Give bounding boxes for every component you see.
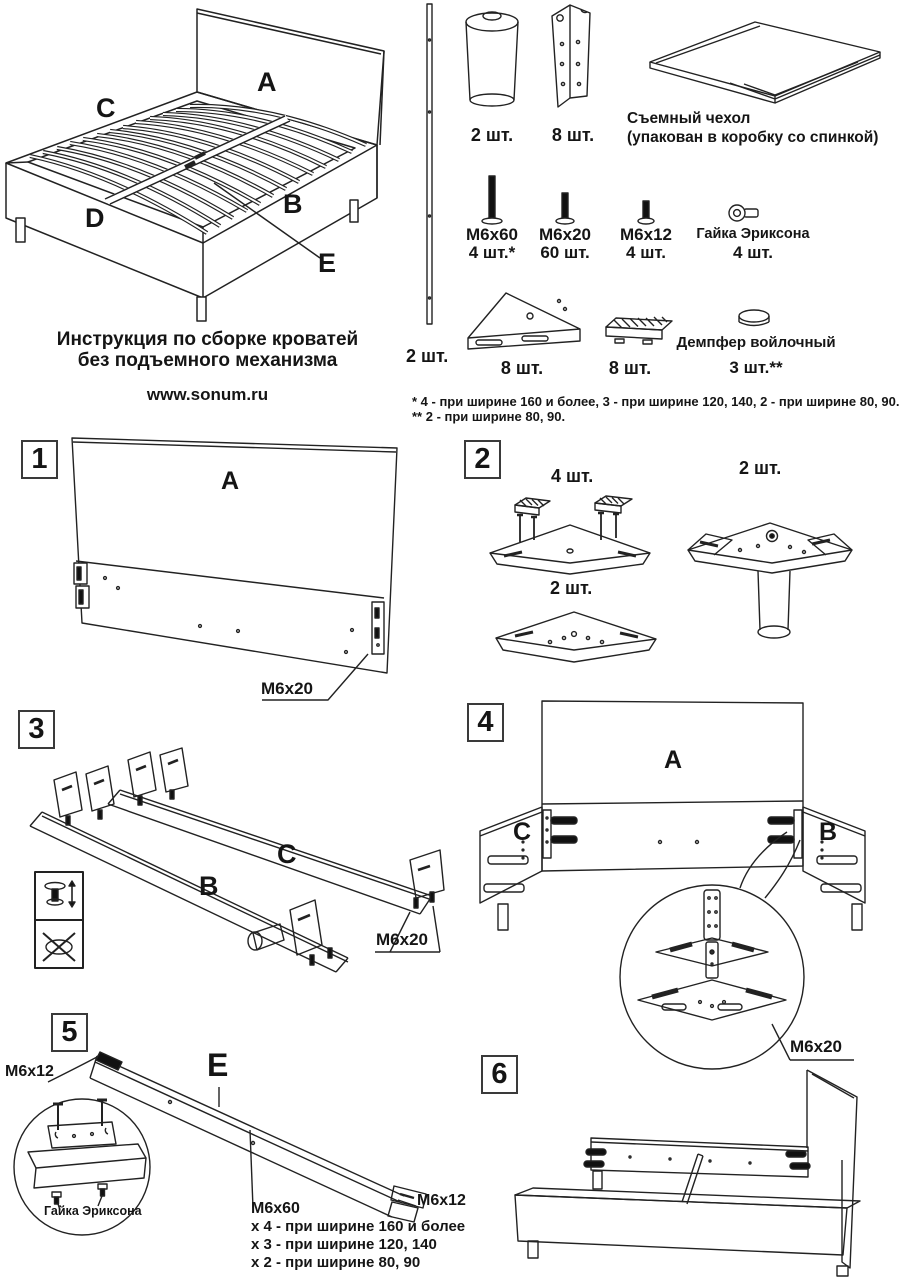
bed-legs bbox=[16, 200, 358, 321]
step2-number: 2 bbox=[474, 443, 491, 475]
slat-holder-part bbox=[606, 317, 672, 344]
step3-label-c: C bbox=[277, 839, 297, 869]
step2-qty-top: 4 шт. bbox=[551, 466, 594, 486]
step5-note-line2: х 3 - при ширине 120, 140 bbox=[251, 1236, 437, 1253]
legend-box bbox=[35, 872, 83, 968]
footboard bbox=[515, 1188, 860, 1258]
step1-callout-m6x20: M6x20 bbox=[261, 679, 313, 698]
step1-number: 1 bbox=[31, 443, 48, 475]
erickson-nut-qty: 4 шт. bbox=[733, 243, 773, 262]
plate-with-leg bbox=[688, 523, 852, 638]
website-url: www.sonum.ru bbox=[146, 385, 269, 404]
slat-rod-part bbox=[427, 4, 432, 324]
corner-plate-part bbox=[468, 293, 580, 349]
overview-label-d: D bbox=[85, 203, 105, 233]
step5-label-e: E bbox=[207, 1047, 229, 1083]
step2-qty-right: 2 шт. bbox=[739, 458, 782, 478]
step6-number: 6 bbox=[491, 1058, 508, 1090]
step5-note-title: М6х60 bbox=[251, 1200, 300, 1217]
felt-damper-qty: 3 шт.** bbox=[729, 358, 783, 377]
plain-plate bbox=[496, 612, 656, 662]
corner-bracket-part bbox=[552, 5, 590, 107]
back-rail bbox=[584, 1138, 810, 1189]
cover-part bbox=[650, 22, 880, 103]
step4-label-b: B bbox=[819, 818, 838, 846]
step6-diagram bbox=[460, 1037, 900, 1280]
headboard-panel bbox=[542, 701, 803, 871]
overview-label-a: A bbox=[257, 67, 277, 97]
side-rail-c bbox=[108, 748, 444, 914]
page-title-line2: без подъемного механизма bbox=[77, 350, 338, 371]
leg-part bbox=[466, 12, 518, 106]
side-rail-b bbox=[768, 807, 865, 930]
bolt-m6x60-part bbox=[482, 176, 502, 224]
step2-diagram bbox=[460, 430, 900, 680]
step3-label-b: B bbox=[199, 871, 219, 901]
step4-callout-m6x20: M6x20 bbox=[790, 1037, 842, 1056]
step1-label-a: A bbox=[221, 467, 240, 495]
cover-name: Съемный чехол bbox=[627, 110, 751, 127]
slat-holder-qty: 8 шт. bbox=[608, 358, 652, 378]
step4-label-a: A bbox=[664, 746, 683, 774]
step4-label-c: C bbox=[513, 818, 532, 846]
center-rail-e bbox=[90, 1052, 426, 1222]
corner-plate-qty: 8 шт. bbox=[500, 358, 544, 378]
leg-qty: 2 шт. bbox=[470, 125, 514, 145]
bolt-m6x12-qty: 4 шт. bbox=[626, 243, 666, 262]
erickson-nut-part bbox=[729, 205, 758, 221]
bolt-m6x20-part bbox=[556, 193, 574, 224]
leaders bbox=[48, 1057, 416, 1208]
step5-callout-m6x12-right: M6x12 bbox=[417, 1192, 466, 1209]
erickson-nut-name: Гайка Эриксона bbox=[696, 226, 810, 242]
step5-nut-label: Гайка Эриксона bbox=[44, 1204, 142, 1218]
bolt-m6x12-part bbox=[638, 201, 654, 224]
overview-label-b: B bbox=[283, 189, 303, 219]
bolt-m6x20-qty: 60 шт. bbox=[540, 243, 590, 262]
step4-number: 4 bbox=[477, 706, 494, 738]
bolt-m6x60-name: М6х60 bbox=[466, 225, 518, 244]
headboard-brackets bbox=[74, 563, 384, 654]
step3-callout-m6x20: M6x20 bbox=[376, 930, 428, 949]
page-title-line1: Инструкция по сборке кроватей bbox=[56, 329, 359, 350]
rod-qty: 2 шт. bbox=[406, 346, 449, 366]
bolt-m6x20-name: М6х20 bbox=[539, 225, 591, 244]
step5-note-line3: х 2 - при ширине 80, 90 bbox=[251, 1254, 421, 1271]
step5-number: 5 bbox=[61, 1016, 78, 1048]
corner-bracket-qty: 8 шт. bbox=[551, 125, 595, 145]
cover-note: (упакован в коробку со спинкой) bbox=[627, 129, 879, 146]
overview-label-c: C bbox=[96, 93, 116, 123]
overview-label-e: E bbox=[318, 248, 337, 278]
step2-qty-bottom: 2 шт. bbox=[550, 578, 593, 598]
bolt-m6x60-qty: 4 шт.* bbox=[468, 243, 516, 262]
headboard-panel bbox=[807, 1070, 857, 1276]
bolt-m6x12-name: М6х12 bbox=[620, 225, 672, 244]
footnote-2: ** 2 - при ширине 80, 90. bbox=[412, 409, 566, 424]
step3-number: 3 bbox=[28, 713, 45, 745]
felt-damper-name: Демпфер войлочный bbox=[676, 334, 836, 351]
step5-note-line1: х 4 - при ширине 160 и более bbox=[251, 1218, 466, 1235]
step3-diagram bbox=[10, 700, 460, 1000]
mounting-holes bbox=[104, 577, 354, 654]
step5-callout-m6x12-left: M6x12 bbox=[5, 1063, 54, 1080]
plate-with-slat-holders bbox=[490, 496, 650, 574]
overview-bed-diagram bbox=[0, 0, 420, 330]
footnote-1: * 4 - при ширине 160 и более, 3 - при ширине 120, 140, 2 - при ширине 80, 90. bbox=[412, 394, 900, 409]
felt-damper-part bbox=[739, 310, 769, 326]
center-rail bbox=[682, 1154, 703, 1204]
